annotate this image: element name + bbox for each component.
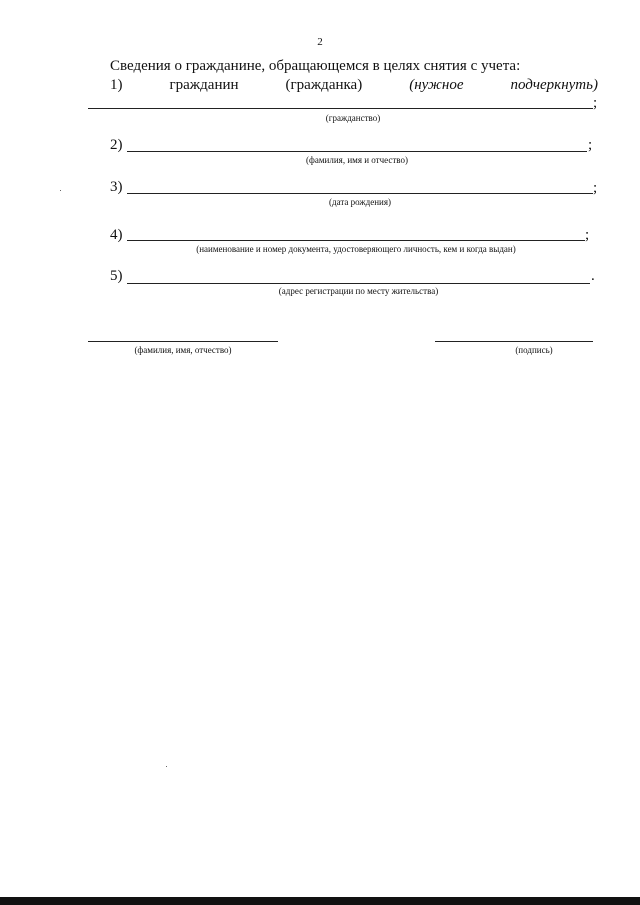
item-1-citizen-m: гражданин <box>169 77 239 93</box>
item-2-punct: ; <box>588 137 593 153</box>
page-number: 2 <box>317 36 323 48</box>
item-1-hint-a: (нужное <box>409 77 464 93</box>
item-1-hint-b: подчеркнуть) <box>510 77 598 93</box>
item-4-caption: (наименование и номер документа, удостоверяющего личность, кем и когда выдан) <box>196 244 516 254</box>
item-4-number: 4) <box>110 227 123 243</box>
scan-bottom-edge <box>0 897 640 905</box>
item-3-caption: (дата рождения) <box>329 197 391 207</box>
item-3-punct: ; <box>593 180 598 196</box>
item-5-address-field[interactable] <box>127 283 590 284</box>
item-2-fullname-field[interactable] <box>127 151 587 152</box>
item-3-birthdate-field[interactable] <box>127 193 593 194</box>
item-1-number: 1) <box>110 77 123 93</box>
item-5-punct: . <box>591 268 595 284</box>
item-1-punct: ; <box>593 95 598 111</box>
item-2-caption: (фамилия, имя и отчество) <box>306 155 408 165</box>
scan-speck <box>166 766 167 767</box>
signature-field[interactable] <box>435 341 593 342</box>
item-4-punct: ; <box>585 227 590 243</box>
item-1-citizenship-field[interactable] <box>88 108 593 109</box>
signature-name-field[interactable] <box>88 341 278 342</box>
item-1-row <box>110 77 598 94</box>
item-5-caption: (адрес регистрации по месту жительства) <box>278 286 439 296</box>
scan-speck <box>60 190 61 191</box>
signature-caption: (подпись) <box>515 345 553 355</box>
item-2-number: 2) <box>110 137 123 153</box>
item-1-citizen-f: (гражданка) <box>285 77 363 93</box>
item-1-caption: (гражданство) <box>325 113 381 123</box>
item-5-number: 5) <box>110 268 123 284</box>
item-3-number: 3) <box>110 179 123 195</box>
signature-name-caption: (фамилия, имя, отчество) <box>134 345 232 355</box>
item-4-id-document-field[interactable] <box>127 240 585 241</box>
form-heading: Сведения о гражданине, обращающемся в целях снятия с учета: <box>110 58 521 74</box>
